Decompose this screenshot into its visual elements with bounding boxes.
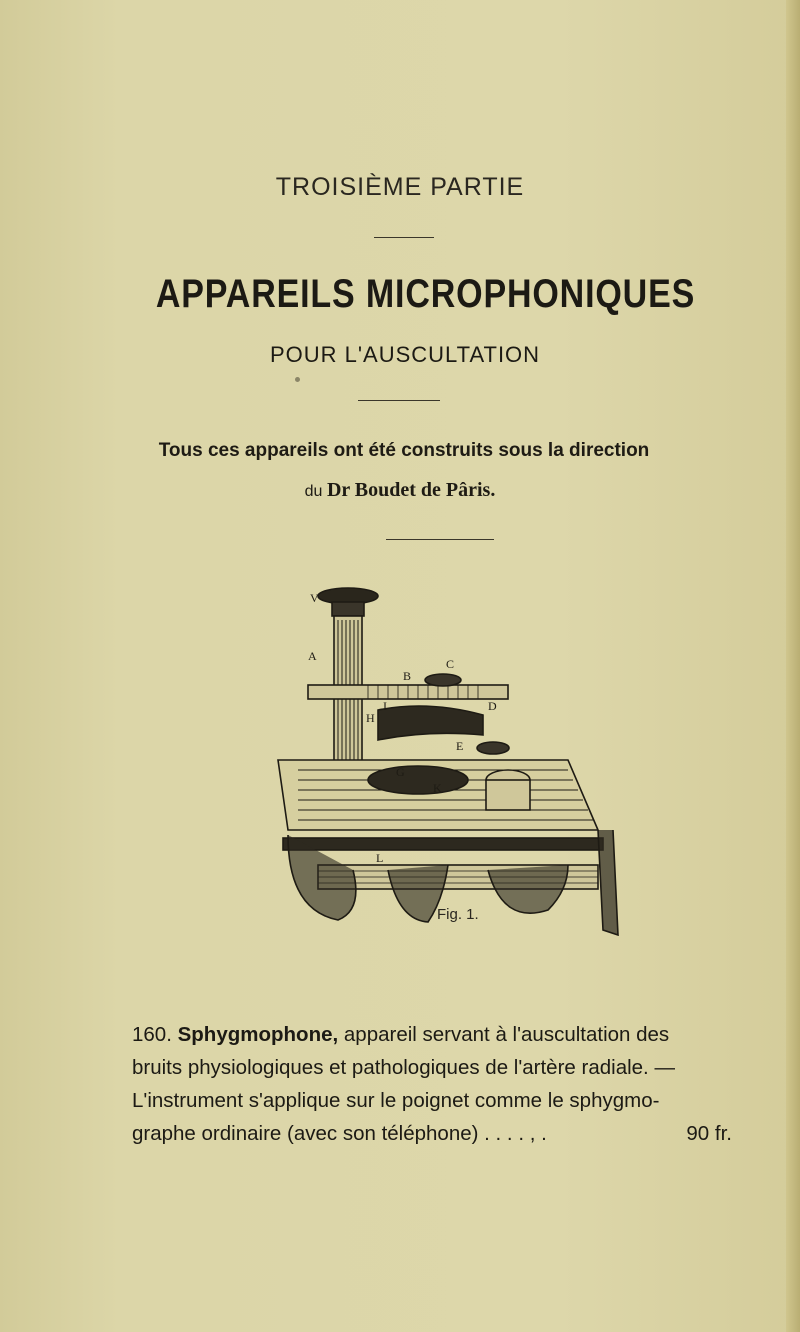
- figure-label: C: [446, 657, 455, 671]
- divider-rule: [374, 237, 434, 238]
- divider-rule: [358, 400, 440, 401]
- sphygmophone-engraving: [268, 580, 628, 936]
- figure-label: B: [403, 669, 412, 683]
- figure-label: L: [376, 851, 384, 865]
- figure-label: H: [366, 711, 375, 725]
- figure-label: I: [383, 699, 387, 713]
- catalog-entry: [132, 1018, 732, 1150]
- entry-number: 160.: [132, 1023, 172, 1046]
- figure-label: V: [310, 591, 319, 605]
- figure-label: E: [456, 739, 464, 753]
- figure-caption: Fig. 1.: [437, 906, 479, 923]
- entry-price-line: [132, 1117, 732, 1150]
- figure-label: K: [433, 781, 442, 795]
- figure-label: G: [396, 765, 405, 779]
- ink-speck: [295, 377, 300, 382]
- intro-text: Tous ces appareils ont été construits sous la direction: [158, 440, 650, 461]
- entry-heading: Sphygmophone,: [177, 1023, 339, 1046]
- intro-prefix: du: [304, 483, 323, 500]
- entry-price: 90 fr.: [686, 1122, 732, 1145]
- part-title: TROISIÈME PARTIE: [275, 173, 525, 201]
- doctor-name: Boudet de Pâris.: [354, 479, 496, 501]
- main-title: APPAREILS MICROPHONIQUES: [155, 272, 696, 316]
- entry-line: bruits physiologiques et pathologiques de l'artère radiale. —: [132, 1056, 675, 1079]
- entry-line: [132, 1018, 732, 1051]
- figure-label: D: [488, 699, 497, 713]
- entry-text: appareil servant à l'auscultation des: [343, 1023, 670, 1046]
- entry-line: L'instrument s'applique sur le poignet comme le sphygmo-: [132, 1089, 660, 1112]
- divider-rule: [386, 539, 494, 540]
- doctor-title: Dr: [326, 479, 351, 501]
- figure-label: A: [308, 649, 317, 663]
- subtitle: POUR L'AUSCULTATION: [269, 342, 541, 367]
- intro-credit: [0, 479, 800, 502]
- entry-text: graphe ordinaire (avec son téléphone) . . . . , .: [132, 1122, 547, 1145]
